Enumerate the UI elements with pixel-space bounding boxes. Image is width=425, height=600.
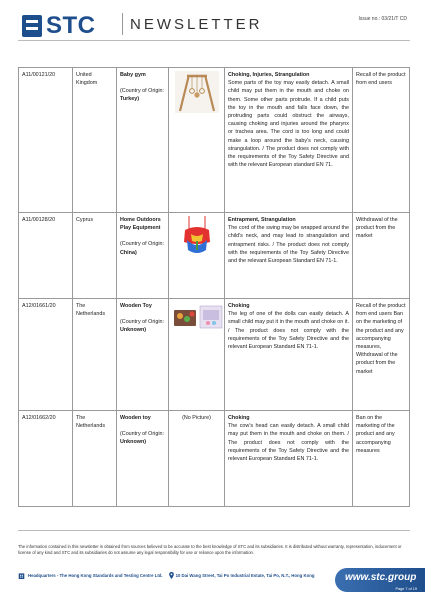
measures-cell: Recall of the product from end users (353, 68, 410, 213)
product-picture-cell (169, 68, 225, 213)
no-picture-label: (No Picture) (182, 415, 211, 421)
country-cell: Cyprus (73, 213, 117, 299)
risk-title: Choking (228, 303, 250, 309)
header-divider (18, 40, 410, 41)
logo-text: STC (46, 12, 96, 39)
risk-description: The leg of one of the dolls can easily detach. A small child may put it in the mouth and choke on it. / The product does not comply with the requirements of the Toy Safety Directive and the relevant European Standard EN 71-1. (228, 311, 349, 351)
risk-cell (225, 299, 353, 411)
origin-label: (Country of Origin: Turkey) (120, 88, 165, 103)
risk-description: The cow's head can easily detach. A small child may put them in the mouth and choke on them. / The product does not comply with the requirements of the Toy Safety Directive and the relevant European Standard EN 71-1. (228, 423, 349, 463)
measures-cell: Withdrawal of the product from the market (353, 213, 410, 299)
reference-cell: A11/00121/20 (19, 68, 73, 213)
wooden-toy-image (172, 302, 224, 330)
product-name: Wooden Toy (120, 303, 152, 309)
address-text: 10 Dai Wang Street, Tai Po Industrial Estate, Tai Po, N.T., Hong Kong (175, 573, 315, 578)
reference-cell: A12/01661/20 (19, 299, 73, 411)
origin-label: (Country of Origin: Unknown) (120, 319, 165, 334)
table-row (19, 213, 410, 299)
product-cell (117, 68, 169, 213)
country-cell: The Netherlands (73, 411, 117, 507)
page-number: Page 7 of 19 (395, 587, 417, 591)
product-cell (117, 299, 169, 411)
risk-title: Choking (228, 415, 250, 421)
measures-cell: Recall of the product from end users Ban on the marketing of the product and any accompanying measures, Withdrawal of the product from the market (353, 299, 410, 411)
building-icon (18, 572, 25, 579)
baby-gym-image (175, 71, 219, 113)
risk-cell (225, 68, 353, 213)
newsletter-header (0, 0, 425, 44)
disclaimer-text: The information contained in this newsletter is obtained from sources believed to be accurate to the best knowledge of STC and its subsidiaries. It is distributed without warranty, representation, inducement or license of any kind and STC and its subsidiaries do not assume any legal responsibility for use or reliance upon the information. (18, 544, 402, 555)
footer-divider (18, 530, 410, 531)
risk-description: Some parts of the toy may easily detach. A small child may put them in the mouth and choke on them. Some other parts protrude. If a child puts the toy in the mouth and falls face down, the protruding parts could obstruct the airways, causing choking and injuries around the pharynx or trachea area. The cord is too long and could make a loop around the baby's neck, causing strangulation. / The product does not comply with the requirements of the Toy Safety Directive and with the relevant European standard EN 71. (228, 80, 349, 169)
table-row (19, 411, 410, 507)
product-name: Home Outdoors Play Equipment (120, 217, 161, 232)
origin-label: (Country of Origin: China) (120, 241, 165, 256)
risk-cell (225, 213, 353, 299)
recall-table (18, 67, 410, 507)
measures-cell: Ban on the marketing of the product and any accompanying measures (353, 411, 410, 507)
brand-divider (122, 13, 123, 35)
website-link[interactable]: www.stc.group (345, 572, 417, 583)
risk-description: The cord of the swing may be wrapped around the child's neck, and may lead to strangulation and entrapment risks. / The product does not comply with the requirements of the Toy Safety Directive and the relevant European Standard EN 71-1. (228, 225, 349, 265)
country-cell: The Netherlands (73, 299, 117, 411)
product-picture-cell (169, 299, 225, 411)
product-cell (117, 411, 169, 507)
table-row (19, 68, 410, 213)
origin-label: (Country of Origin: Unknown) (120, 431, 165, 446)
risk-title: Entrapment, Strangulation (228, 217, 296, 223)
product-picture-cell (169, 213, 225, 299)
stc-logo (22, 12, 96, 40)
newsletter-title: NEWSLETTER (130, 16, 263, 33)
country-cell: United Kingdom (73, 68, 117, 213)
stc-logo-mark-icon (22, 15, 42, 37)
risk-cell (225, 411, 353, 507)
issue-number: Issue no.: 03/21/T CD (358, 16, 407, 22)
reference-cell: A11/00128/20 (19, 213, 73, 299)
location-pin-icon (169, 572, 174, 579)
table-row (19, 299, 410, 411)
headquarters-text: Headquarters - The Hong Kong Standards and Testing Centre Ltd. (28, 573, 163, 578)
risk-title: Choking, Injuries, Strangulation (228, 72, 310, 78)
product-name: Baby gym (120, 72, 146, 78)
headquarters-line (18, 572, 314, 579)
swing-image (177, 216, 217, 260)
product-picture-cell (169, 411, 225, 507)
product-name: Wooden toy (120, 415, 151, 421)
reference-cell: A12/01662/20 (19, 411, 73, 507)
product-cell (117, 213, 169, 299)
